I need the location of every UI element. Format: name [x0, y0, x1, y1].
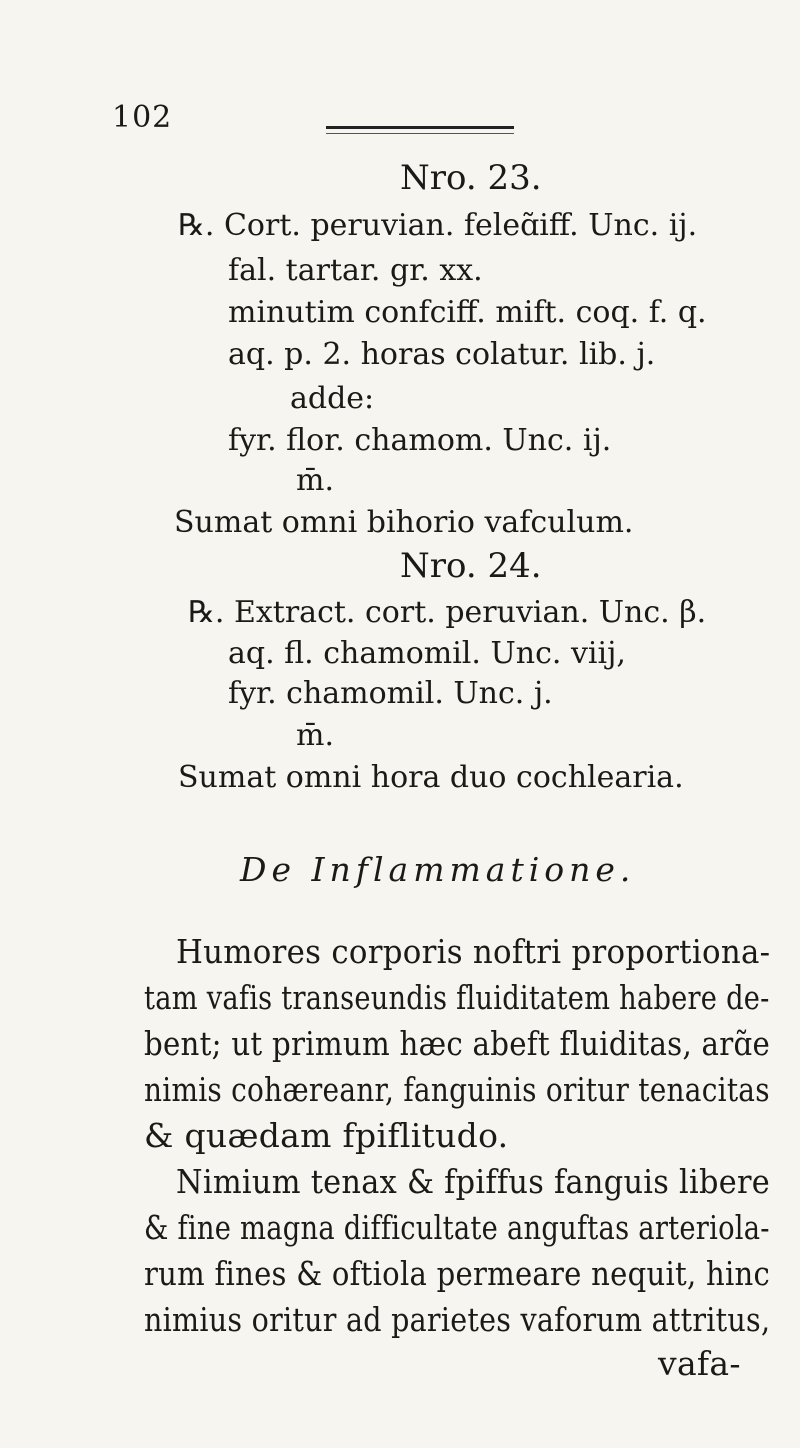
recipe-23-line: Sumat omni bihorio vafculum.: [174, 505, 634, 540]
recipe-23-line: aq. p. 2. horas colatur. lib. j.: [228, 337, 656, 372]
section-title: De Inflammatione.: [240, 850, 636, 889]
paragraph-line: & quædam fpiflitudo.: [144, 1116, 509, 1155]
paragraph-line: Nimium tenax & fpiffus fanguis libere: [176, 1162, 771, 1201]
recipe-24-line: aq. fl. chamomil. Unc. viij,: [228, 636, 626, 671]
paragraph-line: rum fines & oftiola permeare nequit, hinc: [144, 1254, 771, 1293]
recipe-23-line: adde:: [290, 381, 375, 416]
recipe-24-heading: Nro. 24.: [400, 546, 542, 586]
paragraph-line: nimius oritur ad parietes vaforum attritus,: [144, 1300, 771, 1339]
paragraph-line: nimis cohæreanr, fanguinis oritur tenacitas: [144, 1070, 770, 1109]
recipe-24-line: fyr. chamomil. Unc. j.: [228, 676, 553, 711]
paragraph-line: tam vafis transeundis fluiditatem habere de-: [144, 978, 770, 1017]
header-rule-thin: [326, 133, 514, 134]
page-number: 102: [112, 100, 173, 135]
catchword: vafa-: [658, 1344, 741, 1383]
recipe-24-mark: m̄.: [296, 718, 334, 753]
recipe-23-heading: Nro. 23.: [400, 158, 542, 198]
recipe-24-line: Sumat omni hora duo cochlearia.: [178, 760, 684, 795]
paragraph-line: Humores corporis noftri proportiona-: [176, 932, 771, 971]
recipe-23-line: minutim confciff. mift. coq. f. q.: [228, 295, 707, 330]
header-rule: [326, 126, 514, 129]
recipe-23-line: fyr. flor. chamom. Unc. ij.: [228, 423, 612, 458]
recipe-23-mark: m̄.: [296, 463, 334, 498]
recipe-23-line: fal. tartar. gr. xx.: [228, 253, 483, 288]
paragraph-line: bent; ut primum hæc abeft fluiditas, arɑ̃e: [144, 1024, 771, 1063]
recipe-23-line: ℞. Cort. peruvian. feleɑ̃iff. Unc. ij.: [178, 208, 698, 243]
paragraph-line: & fine magna difficultate anguftas arteriola-: [144, 1208, 770, 1247]
recipe-24-line: ℞. Extract. cort. peruvian. Unc. β.: [188, 595, 707, 630]
